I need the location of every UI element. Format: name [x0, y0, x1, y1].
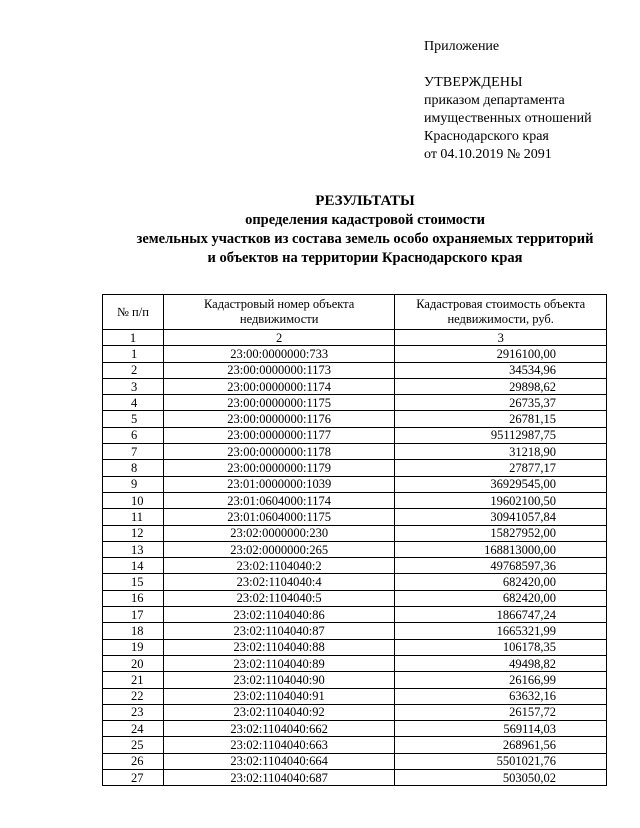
cadastral-value: 34534,96	[395, 362, 607, 378]
table-row	[103, 476, 607, 492]
cadastral-number: 23:02:1104040:86	[163, 607, 394, 623]
cadastral-number: 23:00:0000000:1176	[163, 411, 394, 427]
table-row	[103, 590, 607, 606]
row-number: 18	[103, 623, 164, 639]
approved-label: УТВЕРЖДЕНЫ	[424, 75, 523, 90]
cadastral-value: 268961,56	[395, 737, 607, 753]
table-row	[103, 672, 607, 688]
cadastral-number: 23:02:1104040:91	[163, 688, 394, 704]
row-number: 27	[103, 770, 164, 786]
row-number: 26	[103, 753, 164, 769]
table-row	[103, 721, 607, 737]
heading-line: определения кадастровой стоимости	[245, 212, 485, 228]
row-number: 17	[103, 607, 164, 623]
table-row	[103, 541, 607, 557]
cadastral-value: 682420,00	[395, 574, 607, 590]
table-row	[103, 704, 607, 720]
row-number: 16	[103, 590, 164, 606]
table-row	[103, 623, 607, 639]
row-number: 25	[103, 737, 164, 753]
table-row	[103, 362, 607, 378]
cadastral-value: 106178,35	[395, 639, 607, 655]
row-number: 5	[103, 411, 164, 427]
approval-line-department: имущественных отношений	[424, 111, 592, 126]
column-index: 2	[163, 330, 394, 346]
table-row	[103, 460, 607, 476]
document-title: РЕЗУЛЬТАТЫ	[315, 193, 415, 209]
cadastral-number: 23:00:0000000:1177	[163, 427, 394, 443]
cadastral-number: 23:02:0000000:230	[163, 525, 394, 541]
column-index-row	[103, 330, 607, 346]
cadastral-value: 63632,16	[395, 688, 607, 704]
heading-line: и объектов на территории Краснодарского края	[207, 250, 523, 266]
row-number: 10	[103, 492, 164, 508]
row-number: 22	[103, 688, 164, 704]
cadastral-value: 49498,82	[395, 655, 607, 671]
cadastral-value: 569114,03	[395, 721, 607, 737]
cadastral-value: 682420,00	[395, 590, 607, 606]
cadastral-number: 23:02:1104040:662	[163, 721, 394, 737]
row-number: 3	[103, 378, 164, 394]
table-row	[103, 655, 607, 671]
cadastral-value: 26157,72	[395, 704, 607, 720]
cadastral-value: 15827952,00	[395, 525, 607, 541]
column-index: 3	[395, 330, 607, 346]
column-index: 1	[103, 330, 164, 346]
row-number: 1	[103, 346, 164, 362]
table-row	[103, 509, 607, 525]
cadastral-value: 26781,15	[395, 411, 607, 427]
cadastral-number: 23:02:1104040:87	[163, 623, 394, 639]
cadastral-number: 23:01:0604000:1175	[163, 509, 394, 525]
table-row	[103, 492, 607, 508]
row-number: 8	[103, 460, 164, 476]
cadastral-number: 23:00:0000000:1175	[163, 395, 394, 411]
row-number: 13	[103, 541, 164, 557]
row-number: 15	[103, 574, 164, 590]
table-row	[103, 395, 607, 411]
header-cadastral-value: Кадастровая стоимость объекта недвижимости, руб.	[395, 295, 607, 330]
cadastral-value: 1665321,99	[395, 623, 607, 639]
cadastral-table	[102, 294, 607, 786]
cadastral-value: 31218,90	[395, 444, 607, 460]
cadastral-value: 49768597,36	[395, 558, 607, 574]
document-heading	[100, 192, 630, 268]
table-header-row	[103, 295, 607, 330]
row-number: 11	[103, 509, 164, 525]
header-cadastral-number: Кадастровый номер объекта недвижимости	[163, 295, 394, 330]
cadastral-number: 23:02:1104040:2	[163, 558, 394, 574]
appendix-label: Приложение	[424, 39, 500, 54]
row-number: 14	[103, 558, 164, 574]
table-body	[103, 346, 607, 786]
cadastral-value: 30941057,84	[395, 509, 607, 525]
cadastral-value: 26735,37	[395, 395, 607, 411]
cadastral-number: 23:02:1104040:88	[163, 639, 394, 655]
cadastral-number: 23:00:0000000:1173	[163, 362, 394, 378]
table-row	[103, 558, 607, 574]
cadastral-value: 26166,99	[395, 672, 607, 688]
cadastral-number: 23:00:0000000:1174	[163, 378, 394, 394]
row-number: 20	[103, 655, 164, 671]
row-number: 12	[103, 525, 164, 541]
table-row	[103, 378, 607, 394]
table-row	[103, 444, 607, 460]
table-row	[103, 639, 607, 655]
row-number: 4	[103, 395, 164, 411]
table-row	[103, 411, 607, 427]
table-row	[103, 427, 607, 443]
table-row	[103, 346, 607, 362]
table-row	[103, 607, 607, 623]
row-number: 21	[103, 672, 164, 688]
cadastral-number: 23:02:1104040:92	[163, 704, 394, 720]
cadastral-value: 27877,17	[395, 460, 607, 476]
cadastral-number: 23:02:1104040:5	[163, 590, 394, 606]
cadastral-number: 23:02:1104040:687	[163, 770, 394, 786]
table-row	[103, 770, 607, 786]
row-number: 2	[103, 362, 164, 378]
cadastral-value: 36929545,00	[395, 476, 607, 492]
cadastral-value: 5501021,76	[395, 753, 607, 769]
cadastral-number: 23:02:1104040:663	[163, 737, 394, 753]
cadastral-value: 168813000,00	[395, 541, 607, 557]
cadastral-number: 23:01:0000000:1039	[163, 476, 394, 492]
cadastral-number: 23:00:0000000:1179	[163, 460, 394, 476]
table-row	[103, 574, 607, 590]
table-row	[103, 525, 607, 541]
cadastral-number: 23:02:0000000:265	[163, 541, 394, 557]
cadastral-number: 23:02:1104040:4	[163, 574, 394, 590]
table-row	[103, 737, 607, 753]
table-row	[103, 753, 607, 769]
cadastral-number: 23:02:1104040:90	[163, 672, 394, 688]
approval-line-date: от 04.10.2019 № 2091	[424, 147, 552, 162]
row-number: 19	[103, 639, 164, 655]
cadastral-value: 29898,62	[395, 378, 607, 394]
approval-block	[424, 38, 592, 164]
cadastral-number: 23:00:0000000:1178	[163, 444, 394, 460]
row-number: 23	[103, 704, 164, 720]
table-row	[103, 688, 607, 704]
cadastral-number: 23:02:1104040:664	[163, 753, 394, 769]
cadastral-value: 95112987,75	[395, 427, 607, 443]
approval-line-region: Краснодарского края	[424, 129, 549, 144]
cadastral-value: 2916100,00	[395, 346, 607, 362]
cadastral-value: 19602100,50	[395, 492, 607, 508]
cadastral-number: 23:02:1104040:89	[163, 655, 394, 671]
cadastral-number: 23:00:0000000:733	[163, 346, 394, 362]
row-number: 6	[103, 427, 164, 443]
approval-line-order: приказом департамента	[424, 93, 565, 108]
header-number: № п/п	[103, 295, 164, 330]
row-number: 24	[103, 721, 164, 737]
row-number: 7	[103, 444, 164, 460]
cadastral-number: 23:01:0604000:1174	[163, 492, 394, 508]
row-number: 9	[103, 476, 164, 492]
cadastral-value: 1866747,24	[395, 607, 607, 623]
heading-line: земельных участков из состава земель особо охраняемых территорий	[136, 231, 594, 247]
cadastral-value: 503050,02	[395, 770, 607, 786]
